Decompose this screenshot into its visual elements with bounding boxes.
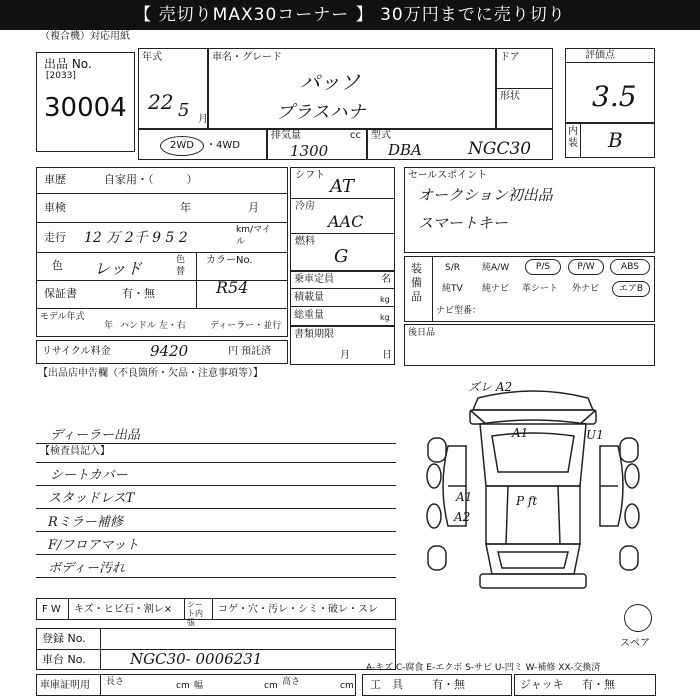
cert-width-unit: cm: [264, 681, 278, 691]
jack-value: 有・無: [582, 678, 615, 691]
color-label: 色: [52, 259, 63, 272]
capacity-unit: 名: [381, 274, 391, 285]
cert-height-unit: cm: [340, 681, 354, 691]
type-code: NGC30: [468, 139, 532, 159]
shift-label: シフト: [295, 170, 325, 181]
warranty-value: 有・無: [122, 287, 155, 300]
year-value: 22: [148, 90, 174, 114]
recycle-value: 9420: [150, 342, 189, 360]
interior-value: B: [608, 128, 623, 152]
equip-leather: 革シート: [522, 284, 559, 294]
equip-airbag: エアB: [612, 281, 650, 297]
seat-items: コゲ・穴・汚レ・シミ・破レ・スレ: [218, 604, 378, 615]
lot-label: 出品 No.: [44, 57, 92, 71]
fw-label: F W: [42, 604, 61, 615]
diagram-mark-1: A1: [512, 426, 529, 440]
registration-label: 登録 No.: [42, 632, 86, 645]
score-label: 評価点: [585, 50, 615, 61]
lot-small: [2033]: [46, 71, 76, 81]
model-year-unit: 年: [104, 321, 114, 331]
capacity-label: 乗車定員: [294, 274, 334, 285]
color-no-value: R54: [216, 278, 249, 297]
equip-pw: P/W: [568, 259, 604, 275]
equip-tv: 純TV: [442, 284, 463, 294]
cert-length: 長さ: [106, 677, 125, 687]
jack-label: ジャッキ: [520, 678, 564, 691]
mileage-label: 走行: [44, 231, 66, 244]
equip-abs: ABS: [610, 259, 650, 275]
diagram-mark-3: A1: [456, 490, 473, 504]
score-value: 3.5: [592, 80, 637, 113]
sales-line-2: スマートキー: [418, 214, 508, 232]
later-box: [404, 324, 655, 366]
gross-label: 総重量: [294, 310, 324, 321]
cert-length-unit: cm: [176, 681, 190, 691]
chassis-value: NGC30- 0006231: [130, 650, 263, 668]
later-label: 後日品: [408, 328, 436, 338]
interior-label: 内装: [568, 126, 578, 149]
fuel-value: G: [334, 246, 349, 267]
chassis-label: 車台 No.: [42, 653, 86, 666]
model-name: パッソ: [300, 70, 360, 94]
diagram-mark-2: U1: [586, 428, 604, 442]
equip-ext-navi: 外ナビ: [572, 284, 600, 294]
inspection-month: 月: [248, 201, 259, 214]
color-no-label: カラーNo.: [206, 255, 253, 266]
gross-unit: kg: [380, 313, 390, 322]
displacement-value: 1300: [290, 142, 329, 160]
handle-value: ハンドル 左・右: [120, 321, 186, 331]
color-value: レッド: [94, 259, 142, 278]
grade-name: プラスハナ: [276, 102, 366, 123]
inspector-label: 【検査員記入】: [40, 446, 110, 457]
load-label: 積載量: [294, 292, 324, 303]
warranty-label: 保証書: [44, 287, 77, 300]
month-value: 5: [178, 100, 190, 121]
color-change: 色替: [176, 255, 186, 277]
equip-ps: P/S: [525, 259, 561, 275]
tools-value: 有・無: [432, 678, 465, 691]
equip-navi: 純ナビ: [482, 284, 510, 294]
equip-sr: S/R: [445, 263, 460, 273]
doc-deadline-label: 書類期限: [294, 329, 334, 340]
history-value: 自家用・（ ）: [104, 173, 198, 186]
damage-legend: A-キズ C-腐食 E-エクボ S-サビ U-凹ミ W-補修 XX-交換済: [366, 663, 601, 673]
lot-number: 30004: [44, 93, 127, 123]
shift-value: AT: [330, 176, 355, 197]
seat-label: シート内張: [187, 600, 203, 627]
drive-4wd: ・4WD: [206, 140, 240, 151]
diagram-top-note: ズレ A2: [468, 380, 513, 394]
diagram-mark-4: A2: [454, 510, 471, 524]
doc-month: 月: [340, 350, 350, 361]
ac-value: AAC: [328, 212, 364, 231]
inspector-note-2: スタッドレスT: [48, 491, 135, 506]
inspection-year: 年: [180, 201, 191, 214]
shape-label: 形状: [500, 91, 520, 102]
load-unit: kg: [380, 295, 390, 304]
car-diagram: [408, 376, 658, 606]
fw-items: キズ・ヒビ石・割レ×: [74, 604, 173, 615]
inspector-note-3: Rミラー補修: [48, 515, 123, 530]
inspection-label: 車検: [44, 201, 66, 214]
diagram-mark-5: P ft: [516, 494, 538, 508]
spare-label: スペア: [620, 638, 650, 649]
inspector-note-1: シートカバー: [50, 468, 128, 483]
spare-circle: [624, 604, 652, 632]
drive-2wd: 2WD: [170, 140, 194, 151]
tools-label: 工 具: [370, 678, 403, 691]
doc-day: 日: [382, 350, 392, 361]
mileage-value: 12 万 2千 9 5 2: [84, 230, 188, 246]
declaration-label: 【出品店申告欄（不良箇所・欠品・注意事項等）】: [38, 368, 263, 379]
recycle-unit: 円 預託済: [228, 346, 272, 357]
dealer-value: ディーラー・並行: [210, 321, 282, 331]
type-prefix: DBA: [388, 141, 422, 159]
model-year-label: モデル年式: [40, 312, 85, 322]
type-label: 型式: [371, 130, 391, 141]
displacement-label: 排気量: [271, 130, 301, 141]
ac-label: 冷房: [295, 201, 315, 212]
month-unit: 月: [198, 114, 208, 125]
certificate-label: 車庫証明用: [40, 680, 90, 691]
inspector-title: ディーラー出品: [50, 428, 140, 443]
navi-model-label: ナビ型番：: [436, 306, 482, 316]
equip-aw: 純A/W: [482, 263, 510, 273]
inspector-note-5: ボディー汚れ: [48, 561, 125, 576]
cc-unit: cc: [350, 130, 361, 141]
cert-height: 高さ: [282, 677, 301, 687]
cert-width: 幅: [194, 681, 204, 691]
history-label: 車歴: [44, 173, 66, 186]
door-label: ドア: [500, 52, 520, 63]
fuel-label: 燃料: [295, 236, 315, 247]
year-label: 年式: [142, 52, 162, 63]
title-banner: 【 売切りMAX30コーナー 】 30万円までに売り切り: [0, 0, 700, 30]
inspector-note-4: F/フロアマット: [48, 538, 139, 553]
km-unit: km/マイル: [236, 225, 271, 247]
top-note: （複合機）対応用紙: [40, 31, 130, 42]
equipment-label: 装備品: [411, 262, 422, 303]
model-label: 車名・グレード: [212, 52, 282, 63]
sales-label: セールスポイント: [408, 170, 488, 181]
recycle-label: リサイクル料金: [42, 346, 111, 357]
sales-line-1: オークション初出品: [418, 186, 553, 204]
